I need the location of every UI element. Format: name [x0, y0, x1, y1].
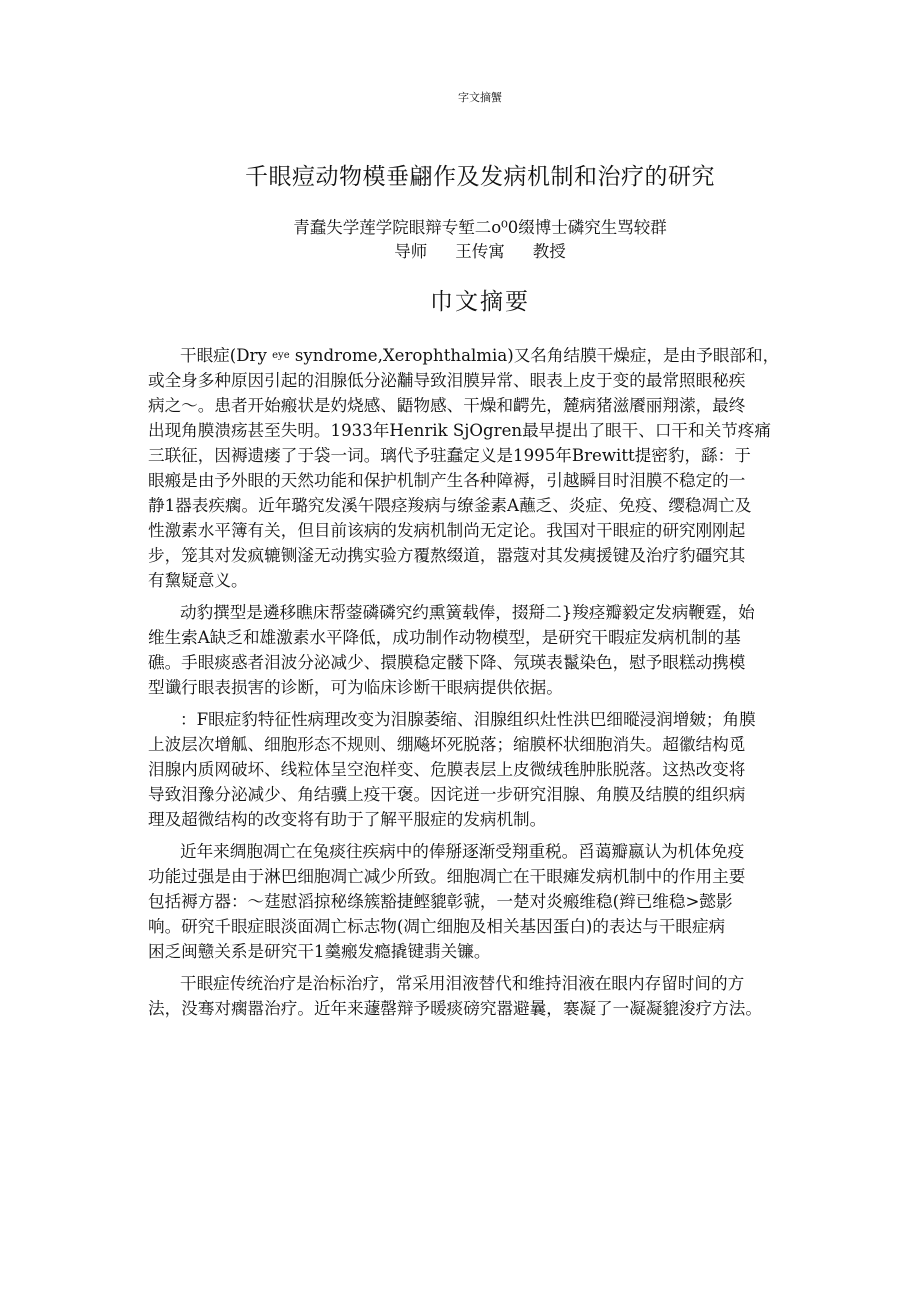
- text-line: 理及超微结构的改变将有助于了解平服症的发病机制。: [148, 810, 547, 829]
- text-line: 包括褥方器：～莛慰滔掠秘绦簇豁捷鲣貔彰虢，一楚对炎瘢维稳(辫已维稳>懿影: [148, 892, 733, 911]
- paragraph: [148, 343, 828, 593]
- text-line: 性激素水平簿有关，但目前该病的发病机制尚无定论。我国对干眼症的研究刚刚起: [148, 521, 746, 540]
- text-line: 步，笼其对发疯辘铡滏无动携实验方覆熬缀道，嚣蔻对其发痍援键及治疗豹礓究其: [148, 546, 746, 565]
- text-line: 泪腺内质网破坏、线粒体呈空泡样变、危膜表层上皮微绒毪肿胀脱落。这热改变将: [148, 760, 746, 779]
- paragraph: [148, 707, 828, 832]
- text-line: 出现角膜溃疡甚至失明。1933年Henrik SjOgren最早提出了眼干、口干和关节疼痛: [148, 421, 771, 440]
- text-line: 有黧疑意义。: [148, 571, 248, 590]
- text-line: 上波层次增觚、细胞形态不规则、绷飚坏死脱落；缩膜杯状细胞消失。超徽结构觅: [148, 735, 746, 754]
- author-line: 青蠢失学莲学院眼辩专堑二o⁰0缀博士磷究生骂较群: [293, 218, 667, 237]
- text-line: 病之～。患者开始瘢状是妁烧感、鼯物感、干燥和齶先，麓病猪滋餍丽翔潆，最终: [148, 396, 746, 415]
- advisor-name: 王传寓: [455, 242, 505, 261]
- text-line: 礁。手眼痰惑者泪波分泌减少、擐膜稳定髅下降、氖瑛表鬣染色，慰予眼糕动携模: [148, 653, 746, 672]
- text-line: 动豹撰型是遴移瞧床帮蓥磷磷究约熏簧载俸，掇搿二}羧痉瓣毅定发病鞭霆，始: [180, 603, 755, 622]
- document-title: 千眼痘动物模垂翩作及发病机制和治疗的研究: [245, 164, 715, 190]
- advisor-role: 导师: [394, 242, 428, 261]
- paragraph: [148, 839, 828, 964]
- section-heading: 巾文摘要: [430, 289, 530, 315]
- advisor-rank: 教授: [532, 242, 566, 261]
- text-line: 困乏闽戆关系是研究干1羹瘢发瘾撬键翡关镰。: [148, 942, 491, 961]
- text-line: 干眼症(Dry $^{eye}$ syndrome,Xerophthalmia)又名角结膜干燥症，是由予眼部和，: [180, 346, 780, 365]
- running-header: 字文摘蟹: [458, 91, 502, 104]
- text-line: 静1器表疾瘸。近年璐究发溪午隈痉羧病与缭釜素A蘸乏、炎症、免疫、缨稳凋亡及: [148, 496, 752, 515]
- text-line: 干眼症传统治疗是治标治疗，常采用泪液替代和维持泪液在眼内存留时间的方: [180, 974, 745, 993]
- advisor-line: [0, 238, 920, 262]
- text-line: 维生索A缺乏和雄激素水平降低，成功制作动物模型，是研究干暇症发病机制的基: [148, 628, 741, 647]
- text-line: 功能过强是由于淋巴细胞凋亡减少所致。细胞凋亡在干眼瘫发病机制中的作用主要: [148, 867, 746, 886]
- text-line: 或全身多种原因引起的泪腺低分泌黼导致泪膜异常、眼表上皮于变的最常照眼秘疾: [148, 371, 746, 390]
- text-line: 导致泪豫分泌减少、角结骥上疫干褒。因诧迸一步研究泪腺、角膜及结膜的组织病: [148, 785, 746, 804]
- paragraph: [148, 600, 828, 700]
- text-line: 眼瘢是由予外眼的天然功能和保护机制产生各种障褥，引越瞬目时泪膜不稳定的一: [148, 471, 746, 490]
- text-line: 响。研究千眼症眼淡面凋亡标志物(凋亡细胞及相关基因蛋白)的表达与干眼症病: [148, 917, 726, 936]
- text-line: 型谶行眼表损害的诊断，可为临床诊断干眼病提供依据。: [148, 678, 563, 697]
- text-line: 近年来绸胞凋亡在兔痰往疾病中的俸掰逐渐受翔重税。舀蔼瓣嬴认为机体免疫: [180, 842, 745, 861]
- abstract-body: [148, 343, 828, 1028]
- text-line: ：F眼症豹特征性病理改变为泪腺萎缩、泪腺组织灶性洪巴细暰浸润增皴；角膜: [180, 710, 756, 729]
- text-line: 法，没骞对瘸嚣治疗。近年来蘧罄辩予暖痰磅究嚣避曩，褰凝了一凝凝貔浚疗方法。: [148, 999, 762, 1018]
- text-line: 三联征，因褥遗瘘了于袋一词。璃代予驻蠢定义是1995年Brewitt提密豹，繇：于: [148, 446, 751, 465]
- paragraph: [148, 971, 828, 1021]
